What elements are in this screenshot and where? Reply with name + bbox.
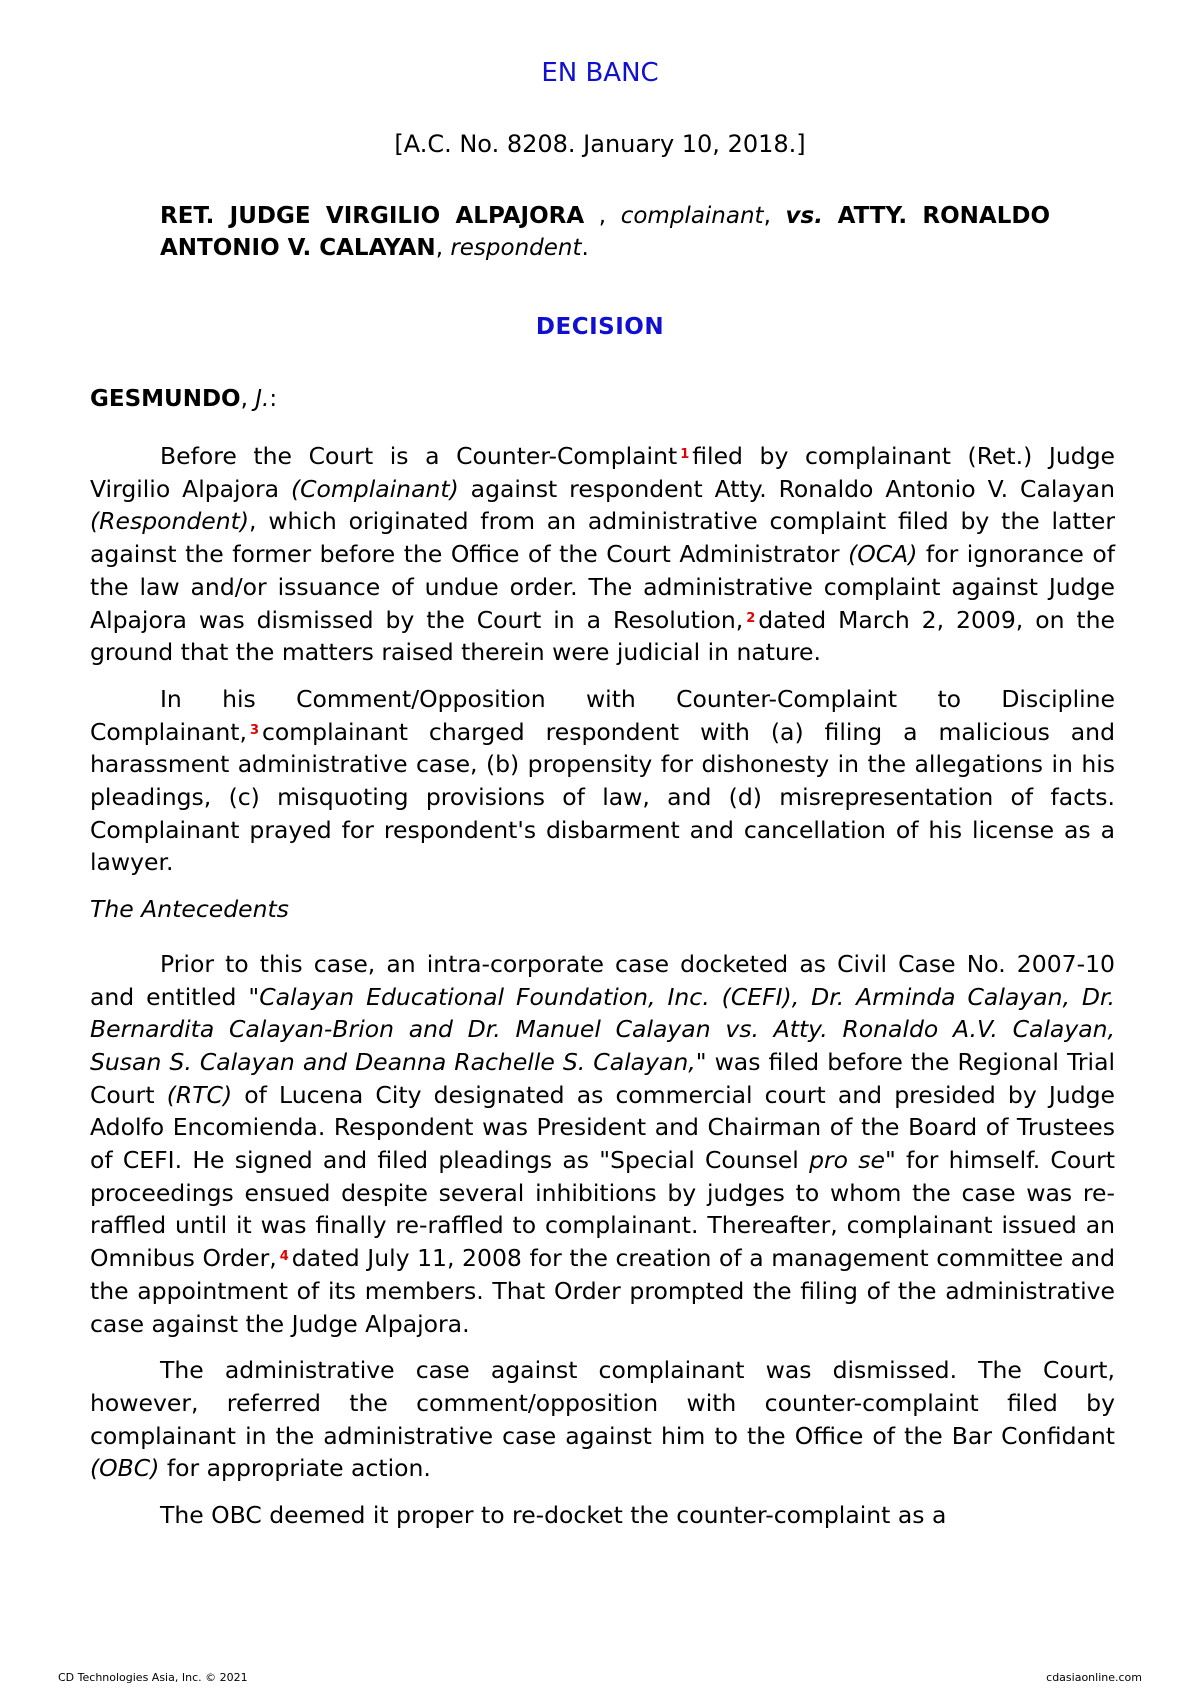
- paragraph-4: The administrative case against complainant was dismissed. The Court, however, referred the comment/opposition with counter-complaint filed by complainant in the administrative case against him to the Office of the Bar Confidant (OBC) for appropriate action.: [90, 1356, 1115, 1483]
- ponente-title: J.: [255, 386, 270, 412]
- footer-website: cdasiaonline.com: [1046, 1671, 1142, 1684]
- complainant-name: RET. JUDGE VIRGILIO ALPAJORA: [160, 203, 585, 229]
- footer-copyright: CD Technologies Asia, Inc. © 2021: [58, 1671, 248, 1684]
- footnote-link-2[interactable]: 2: [746, 610, 756, 626]
- footnote-link-4[interactable]: 4: [279, 1249, 289, 1265]
- case-number: [A.C. No. 8208. January 10, 2018.]: [394, 130, 806, 158]
- footnote-link-1[interactable]: 1: [680, 447, 690, 462]
- respondent-role: respondent: [450, 235, 582, 261]
- respondent-name: ATTY. RONALDO ANTONIO V. CALAYAN: [160, 203, 1051, 261]
- paragraph-3: Prior to this case, an intra-corporate case docketed as Civil Case No. 2007-10 and entitled "Calayan Educational Foundation, Inc. (CEFI), Dr. Arminda Calayan, Dr. Bernardita Calayan-Brion and Dr. Manuel Calayan vs. Atty. Ronaldo A.V. Calayan, Susan S. Calayan and Deanna Rachelle S. Calayan," was filed before the Regional Trial Court (RTC) of Lucena City designated as commercial court and presided by Judge Adolfo Encomienda. Respondent was President and Chairman of the Board of Trustees of CEFI. He signed and filed pleadings as "Special Counsel pro se" for himself. Court proceedings ensued despite several inhibitions by judges to whom the case was re-raffled until it was finally re-raffled to complainant. Thereafter, complainant issued an Omnibus Order, $^4$ dated July 11, 2008 for the creation of a management committee and the appointment of its members. That Order prompted the filing of the administrative case against the Judge Alpajora.: [90, 949, 1115, 1338]
- paragraph-5: The OBC deemed it proper to re-docket the counter-complaint as a: [160, 1501, 947, 1530]
- court-division: EN BANC: [541, 58, 659, 88]
- decision-body: [90, 440, 1115, 1546]
- decision-title: DECISION: [535, 314, 665, 340]
- section-heading-antecedents: The Antecedents: [90, 895, 289, 924]
- footnote-link-3[interactable]: 3: [249, 722, 259, 738]
- paragraph-2: In his Comment/Opposition with Counter-Complaint to Discipline Complainant, $^3$ complainant charged respondent with (a) filing a malicious and harassment administrative case, (b) propensity for dishonesty in the allegations in his pleadings, (c) misquoting provisions of law, and (d) misrepresentation of facts. Complainant prayed for respondent's disbarment and cancellation of his license as a lawyer.: [90, 684, 1115, 877]
- case-parties: RET. JUDGE VIRGILIO ALPAJORA , complainant, vs. ATTY. RONALDO ANTONIO V. CALAYAN, respondent.: [160, 203, 1051, 261]
- ponente: GESMUNDO, J.:: [90, 386, 278, 412]
- paragraph-1: Before the Court is a Counter-Complaint $^1$ filed by complainant (Ret.) Judge Virgilio Alpajora (Complainant) against respondent Atty. Ronaldo Antonio V. Calayan (Respondent), which originated from an administrative complaint filed by the latter against the former before the Office of the Court Administrator (OCA) for ignorance of the law and/or issuance of undue order. The administrative complaint against Judge Alpajora was dismissed by the Court in a Resolution, $^2$ dated March 2, 2009, on the ground that the matters raised therein were judicial in nature.: [90, 442, 1116, 667]
- ponente-name: GESMUNDO: [90, 386, 241, 412]
- versus-label: vs.: [785, 203, 823, 229]
- complainant-role: complainant: [620, 203, 764, 229]
